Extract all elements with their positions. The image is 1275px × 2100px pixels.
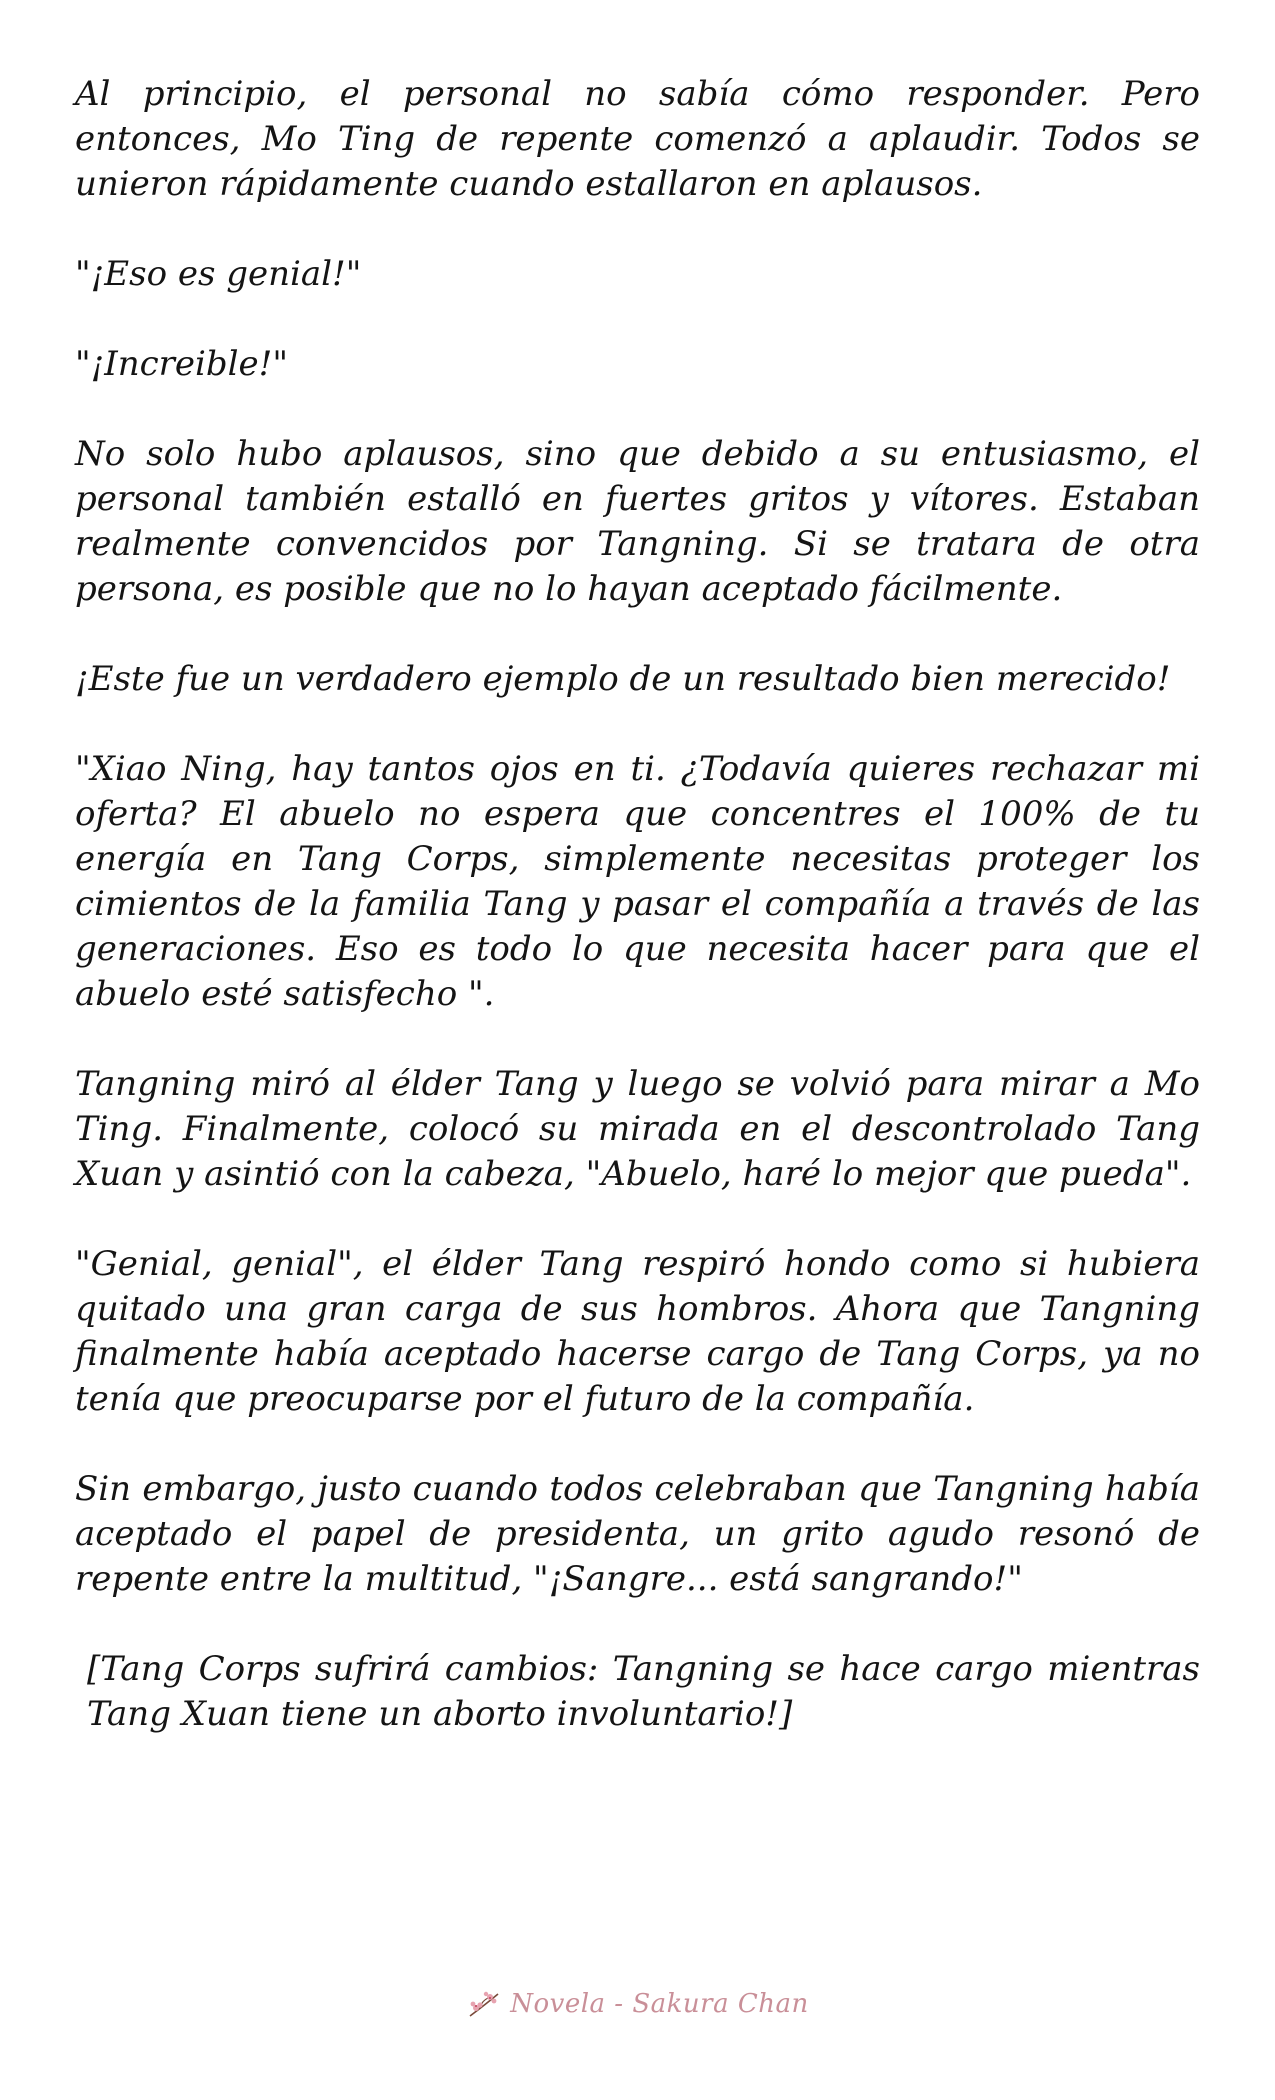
- paragraph-1: Al principio, el personal no sabía cómo responder. Pero entonces, Mo Ting de repente comenzó a aplaudir. Todos se unieron rápidamente cuando estallaron en aplausos.: [75, 74, 1200, 204]
- paragraph-3: "¡Increible!": [75, 344, 288, 384]
- paragraph-5: ¡Este fue un verdadero ejemplo de un resultado bien merecido!: [75, 659, 1171, 699]
- paragraph-6: "Xiao Ning, hay tantos ojos en ti. ¿Todavía quieres rechazar mi oferta? El abuelo no espera que concentres el 100% de tu energía en Tang Corps, simplemente necesitas proteger los cimientos de la familia Tang y pasar el compañía a través de las generaciones. Eso es todo lo que necesita hacer para que el abuelo esté satisfecho ".: [75, 749, 1200, 1014]
- watermark-text: Novela - Sakura Chan: [510, 1989, 809, 2019]
- document-body: [75, 72, 1200, 1737]
- paragraph-7: Tangning miró al élder Tang y luego se volvió para mirar a Mo Ting. Finalmente, colocó su mirada en el descontrolado Tang Xuan y asintió con la cabeza, "Abuelo, haré lo mejor que pueda".: [75, 1064, 1200, 1194]
- paragraph-8: "Genial, genial", el élder Tang respiró hondo como si hubiera quitado una gran carga de sus hombros. Ahora que Tangning finalmente había aceptado hacerse cargo de Tang Corps, ya no tenía que preocuparse por el futuro de la compañía.: [75, 1244, 1200, 1419]
- paragraph-9: Sin embargo, justo cuando todos celebraban que Tangning había aceptado el papel de presidenta, un grito agudo resonó de repente entre la multitud, "¡Sangre... está sangrando!": [75, 1469, 1200, 1599]
- paragraph-10: [Tang Corps sufrirá cambios: Tangning se hace cargo mientras Tang Xuan tiene un aborto involuntario!]: [87, 1649, 1200, 1734]
- paragraph-4: No solo hubo aplausos, sino que debido a su entusiasmo, el personal también estalló en fuertes gritos y vítores. Estaban realmente convencidos por Tangning. Si se tratara de otra persona, es posible que no lo hayan aceptado fácilmente.: [75, 434, 1200, 609]
- paragraph-2: "¡Eso es genial!": [75, 254, 362, 294]
- watermark: [0, 1984, 1275, 2024]
- cherry-blossom-icon: [466, 1988, 502, 2020]
